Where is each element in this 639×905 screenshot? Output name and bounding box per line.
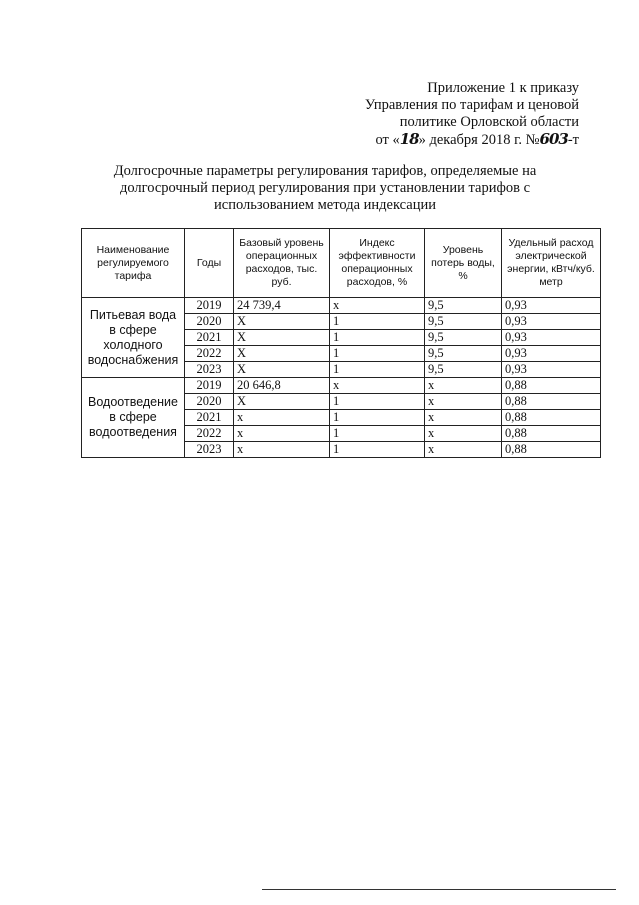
handwritten-order-number: 603 <box>539 130 568 148</box>
appendix-line-1: Приложение 1 к приказу <box>427 80 579 96</box>
year-cell: 2020 <box>185 314 234 330</box>
table-row <box>82 298 601 314</box>
energy-consumption-cell: 0,93 <box>502 346 601 362</box>
year-cell: 2020 <box>185 394 234 410</box>
efficiency-index-cell: 1 <box>330 394 425 410</box>
date-middle: » декабря 2018 г. № <box>418 132 540 148</box>
appendix-date-line <box>365 131 579 149</box>
base-opex-cell: х <box>234 442 330 458</box>
header-efficiency-index: Индекс эффективности операционных расходов, % <box>330 229 425 298</box>
base-opex-cell: Х <box>234 362 330 378</box>
document-title: Долгосрочные параметры регулирования тарифов, определяемые на долгосрочный период регулирования при установлении тарифов с использованием метода индексации <box>113 163 537 213</box>
table-row <box>82 378 601 394</box>
efficiency-index-cell: 1 <box>330 442 425 458</box>
base-opex-cell: Х <box>234 330 330 346</box>
header-energy-consumption: Удельный расход электрической энергии, кВтч/куб. метр <box>502 229 601 298</box>
water-loss-cell: 9,5 <box>425 346 502 362</box>
appendix-line-2: Управления по тарифам и ценовой <box>364 97 579 113</box>
base-opex-cell: 20 646,8 <box>234 378 330 394</box>
energy-consumption-cell: 0,93 <box>502 362 601 378</box>
efficiency-index-cell: х <box>330 378 425 394</box>
water-loss-cell: 9,5 <box>425 330 502 346</box>
energy-consumption-cell: 0,88 <box>502 426 601 442</box>
efficiency-index-cell: 1 <box>330 426 425 442</box>
base-opex-cell: Х <box>234 346 330 362</box>
base-opex-cell: Х <box>234 314 330 330</box>
energy-consumption-cell: 0,88 <box>502 378 601 394</box>
water-loss-cell: х <box>425 426 502 442</box>
year-cell: 2021 <box>185 410 234 426</box>
header-years: Годы <box>185 229 234 298</box>
efficiency-index-cell: х <box>330 298 425 314</box>
order-suffix: -т <box>567 132 579 148</box>
efficiency-index-cell: 1 <box>330 410 425 426</box>
bottom-divider <box>262 889 616 890</box>
water-loss-cell: 9,5 <box>425 314 502 330</box>
energy-consumption-cell: 0,88 <box>502 394 601 410</box>
appendix-header <box>365 80 579 149</box>
base-opex-cell: Х <box>234 394 330 410</box>
year-cell: 2022 <box>185 426 234 442</box>
tariff-name-cell: Водоотведение в сфере водоотведения <box>82 378 185 458</box>
energy-consumption-cell: 0,93 <box>502 314 601 330</box>
table-header-row <box>82 229 601 298</box>
water-loss-cell: х <box>425 442 502 458</box>
water-loss-cell: х <box>425 378 502 394</box>
tariff-parameters-table <box>81 228 601 458</box>
year-cell: 2019 <box>185 378 234 394</box>
energy-consumption-cell: 0,93 <box>502 330 601 346</box>
header-base-opex: Базовый уровень операционных расходов, тыс. руб. <box>234 229 330 298</box>
appendix-line-3: политике Орловской области <box>399 114 579 130</box>
water-loss-cell: 9,5 <box>425 362 502 378</box>
year-cell: 2023 <box>185 442 234 458</box>
header-tariff-name: Наименование регулируемого тарифа <box>82 229 185 298</box>
efficiency-index-cell: 1 <box>330 314 425 330</box>
energy-consumption-cell: 0,88 <box>502 410 601 426</box>
energy-consumption-cell: 0,88 <box>502 442 601 458</box>
water-loss-cell: 9,5 <box>425 298 502 314</box>
efficiency-index-cell: 1 <box>330 346 425 362</box>
energy-consumption-cell: 0,93 <box>502 298 601 314</box>
base-opex-cell: 24 739,4 <box>234 298 330 314</box>
handwritten-day: 18 <box>399 130 419 148</box>
base-opex-cell: х <box>234 410 330 426</box>
tariff-name-cell: Питьевая вода в сфере холодного водоснабжения <box>82 298 185 378</box>
header-water-loss: Уровень потерь воды, % <box>425 229 502 298</box>
efficiency-index-cell: 1 <box>330 362 425 378</box>
base-opex-cell: х <box>234 426 330 442</box>
water-loss-cell: х <box>425 394 502 410</box>
date-prefix: от « <box>375 132 400 148</box>
year-cell: 2022 <box>185 346 234 362</box>
year-cell: 2023 <box>185 362 234 378</box>
year-cell: 2019 <box>185 298 234 314</box>
water-loss-cell: х <box>425 410 502 426</box>
efficiency-index-cell: 1 <box>330 330 425 346</box>
year-cell: 2021 <box>185 330 234 346</box>
